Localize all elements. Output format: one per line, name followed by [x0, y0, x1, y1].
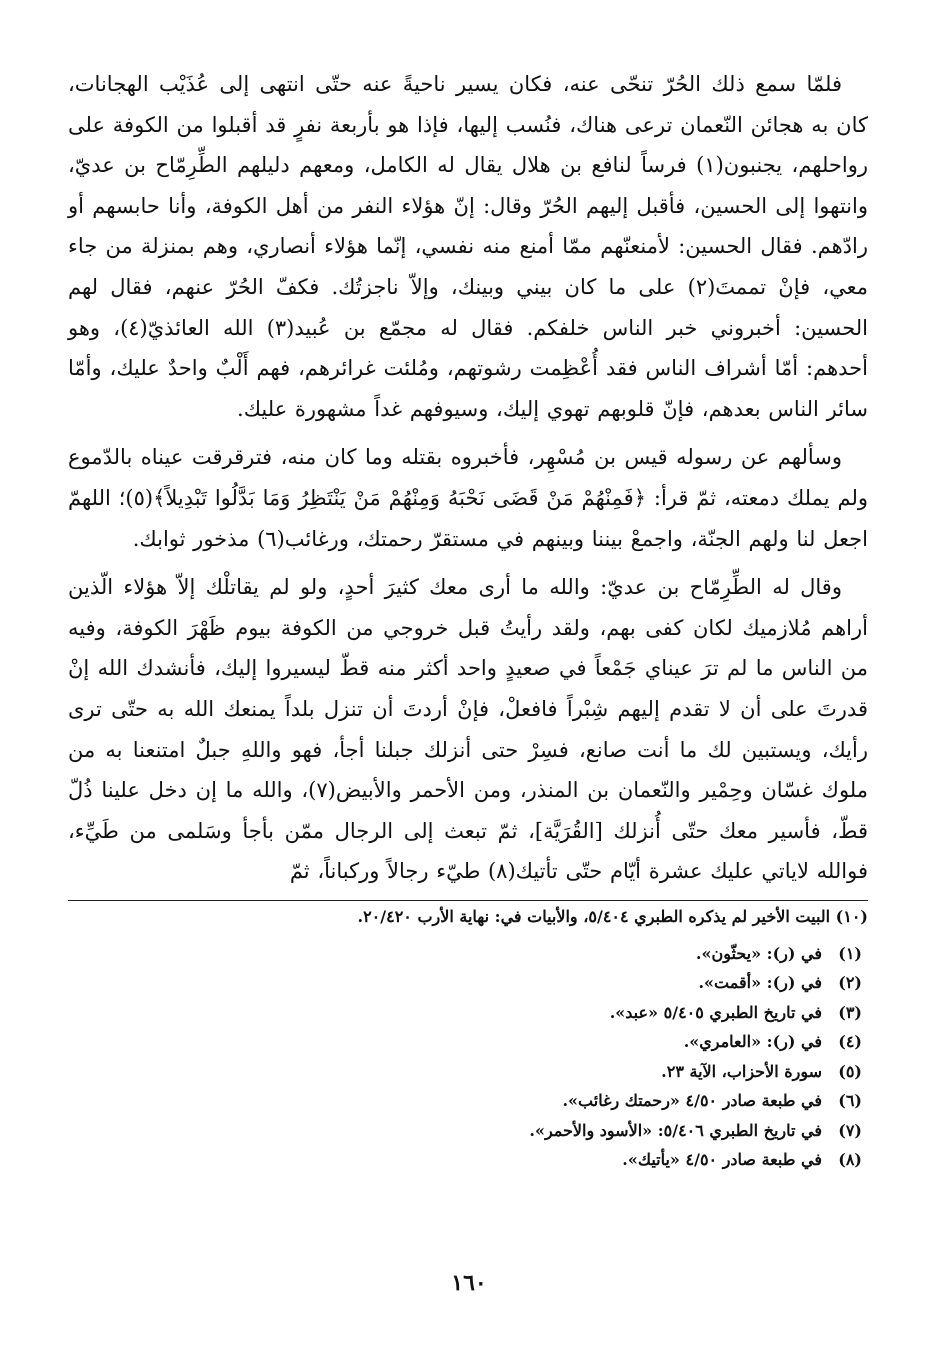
- footnote-text: في (ر): «أقمت».: [698, 973, 822, 993]
- footnote-text: في تاريخ الطبري ٥/٤٠٥ «عبد».: [609, 1002, 822, 1022]
- footnote-continuation: (١٠) البيت الأخير لم يذكره الطبري ٥/٤٠٤، والأبيات في: نهاية الأرب ٢٠/٤٢٠.: [357, 906, 868, 926]
- paragraph-3: وقال له الطِّرِمّاح بن عديّ: والله ما أرى معك كثيرَ أحدٍ، ولو لم يقاتلْك إلاّ هؤلاء الّذين أراهم مُلازميك لكان كفى بهم، ولقد رأيتُ قبل خروجي من الكوفة بيوم ظَهْرَ الكوفة، وفيه من الناس ما لم ترَ عيناي جَمْعاً في صعيدٍ واحد أكثر منه قطّ ليسيروا إليك، فأنشدك الله إنْ قدرتَ على أن لا تقدم إليهم شِبْراً فافعلْ، فإنْ أردتَ أن تنزل بلداً يمنعك الله به حتّى ترى رأيك، ويستبين لك ما أنت صانع، فسِرْ حتى أنزلك جبلنا أجأ، فهو واللهِ جبلٌ امتنعنا به من ملوك غسّان وحِمْير والنّعمان بن المنذر، ومن الأحمر والأبيض(٧)، والله ما إن دخل علينا ذُلّ قطّ، فأسير معك حتّى أُنزلك [القُرَيَّة]، ثمّ تبعث إلى الرجال ممّن بأجأ وسَلمى من طَيِّء، فوالله لاياتي عليك عشرة أيّام حتّى تأتيك(٨) طيّء رجالاً وركباناً، ثمّ: [68, 575, 868, 884]
- footnote-number: (١): [838, 943, 862, 963]
- footnote-text: في تاريخ الطبري ٥/٤٠٦: «الأسود والأحمر».: [529, 1120, 822, 1140]
- page-body: [68, 64, 868, 1175]
- paragraph-2: وسألهم عن رسوله قيس بن مُسْهِر، فأخبروه بقتله وما كان منه، فترقرقت عيناه بالدّموع ولم يملك دمعته، ثمّ قرأ: ﴿فَمِنْهُمْ مَنْ قَضَى نَحْبَهُ وَمِنْهُمْ مَنْ يَنْتَظِرُ وَمَا بَدَّلُوا تَبْدِيلاً﴾(٥)؛ اللهمّ اجعل لنا ولهم الجنّة، واجمعْ بيننا وبينهم في مستقرّ رحمتك، ورغائب(٦) مذخور ثوابك.: [68, 445, 868, 551]
- page-number: ١٦٠: [451, 1270, 487, 1296]
- footnote-number: (٥): [838, 1061, 862, 1081]
- footnote-item: [68, 1116, 868, 1146]
- footnote-number: (٢): [838, 973, 862, 993]
- footnote-item: [68, 1086, 868, 1116]
- footnote-number: (٨): [838, 1150, 862, 1170]
- footnote-item: [68, 998, 868, 1028]
- footnote-text: سورة الأحزاب، الآية ٢٣.: [661, 1061, 822, 1081]
- footnote-number: (٤): [838, 1032, 862, 1052]
- footnote-text: في طبعة صادر ٤/٥٠ «يأتيك».: [622, 1150, 822, 1170]
- footnote-text: في طبعة صادر ٤/٥٠ «رحمتك رغائب».: [562, 1091, 822, 1111]
- footnote-item: [68, 1027, 868, 1057]
- footnote-text: في (ر): «العامري».: [683, 1032, 822, 1052]
- footnote-number: (٧): [838, 1120, 862, 1140]
- footnote-number: (٦): [838, 1091, 862, 1111]
- footnote-item: [68, 1145, 868, 1175]
- footnote-separator: [68, 900, 868, 901]
- footnote-list: [68, 939, 868, 1175]
- footnote-number: (٣): [838, 1002, 862, 1022]
- footnote-item: [68, 1057, 868, 1087]
- footnote-item: [68, 968, 868, 998]
- footnote-item: [68, 939, 868, 969]
- footnote-text: في (ر): «يحثّون».: [695, 943, 822, 963]
- paragraph-1: فلمّا سمع ذلك الحُرّ تنحّى عنه، فكان يسير ناحيةً عنه حتّى انتهى إلى عُذَيْب الهجانات، كان به هجائن النّعمان ترعى هناك، فنُسب إليها، فإذا هو بأربعة نفرٍ قد أقبلوا من الكوفة على رواحلهم، يجنبون(١) فرساً لنافع بن هلال يقال له الكامل، ومعهم دليلهم الطِّرِمّاح بن عديّ، وانتهوا إلى الحسين، فأقبل إليهم الحُرّ وقال: إنّ هؤلاء النفر من أهل الكوفة، وأنا حابسهم أو رادّهم. فقال الحسين: لأمنعنّهم ممّا أمنع منه نفسي، إنّما هؤلاء أنصاري، وهم بمنزلة من جاء معي، فإنْ تممتَ(٢) على ما كان بيني وبينك، وإلاّ ناجزتُك. فكفّ الحُرّ عنهم، فقال لهم الحسين: أخبروني خبر الناس خلفكم. فقال له مجمّع بن عُبيد(٣) الله العائذيّ(٤)، وهو أحدهم: أمّا أشراف الناس فقد أُعْظِمت رشوتهم، ومُلئت غرائرهم، فهم أَلْبٌ واحدٌ عليك، وأمّا سائر الناس بعدهم، فإنّ قلوبهم تهوي إليك، وسيوفهم غداً مشهورة عليك.: [68, 72, 869, 421]
